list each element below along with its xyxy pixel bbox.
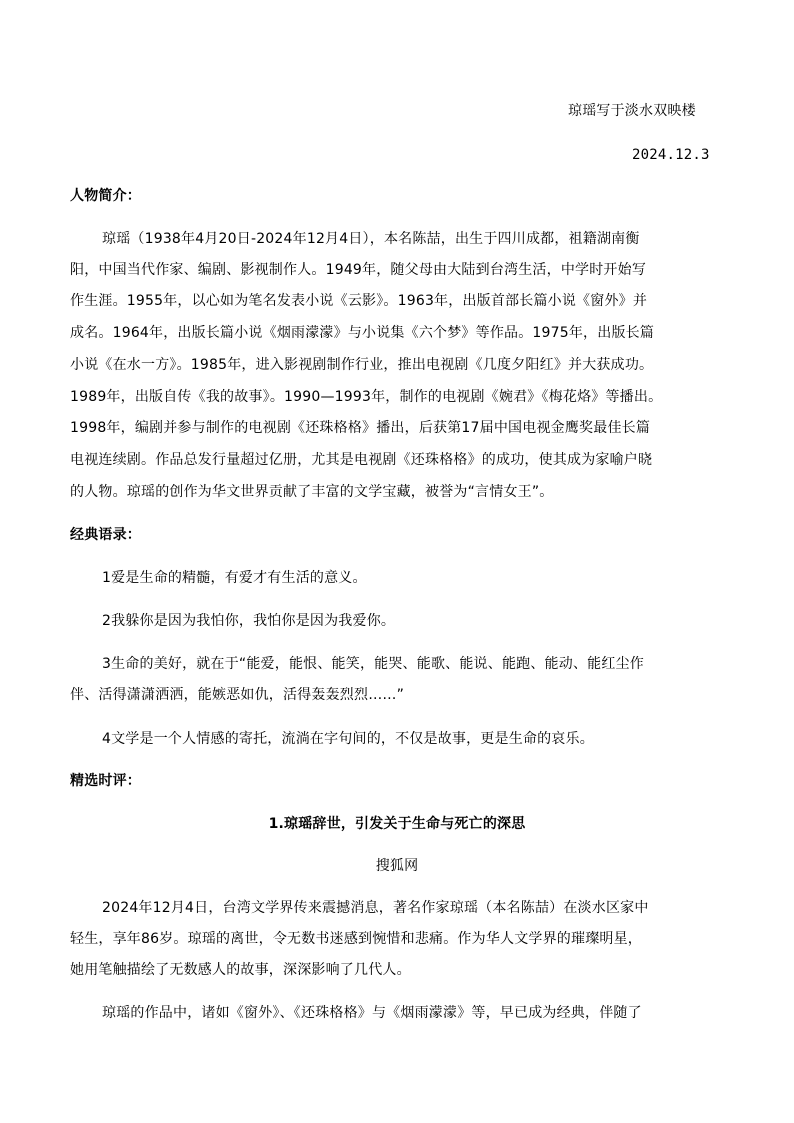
quote-item: 4文学是一个人情感的寄托，流淌在字句间的，不仅是故事，更是生命的哀乐。: [102, 731, 594, 747]
bio-line: 1998年，编剧并参与制作的电视剧《还珠格格》播出，后获第17届中国电视金鹰奖最佳长篇: [70, 420, 651, 436]
bio-line: 电视连续剧。作品总发行量超过亿册，尤其是电视剧《还珠格格》的成功，使其成为家喻户晓: [70, 452, 653, 468]
article-paragraph-line: 琼瑶的作品中，诸如《窗外》、《还珠格格》与《烟雨濛濛》等，早已成为经典，伴随了: [102, 1005, 642, 1021]
quote-item-continuation: 伴、活得潇潇洒洒，能嫉恶如仇，活得轰轰烈烈……”: [70, 687, 405, 703]
quotes-heading: 经典语录：: [70, 527, 141, 543]
signature-place: 琼瑶写于淡水双映楼: [568, 103, 696, 119]
quote-item: 2我躲你是因为我怕你，我怕你是因为我爱你。: [102, 613, 396, 629]
bio-line: 1989年，出版自传《我的故事》。1990—1993年，制作的电视剧《婉君》《梅花烙》等播出。: [70, 389, 663, 405]
article-paragraph-line: 轻生，享年86岁。琼瑶的离世，令无数书迷感到惋惜和悲痛。作为华人文学界的璀璨明星，: [70, 931, 643, 947]
bio-heading: 人物简介：: [70, 188, 141, 204]
article-source: 搜狐网: [375, 858, 419, 874]
bio-line: 小说《在水一方》。1985年，进入影视剧制作行业，推出电视剧《几度夕阳红》并大获成功。: [70, 357, 654, 373]
article-paragraph-line: 她用笔触描绘了无数感人的故事，深深影响了几代人。: [70, 962, 411, 978]
commentary-heading: 精选时评：: [70, 773, 141, 789]
bio-line: 琼瑶（1938年4月20日-2024年12月4日），本名陈喆，出生于四川成都，祖籍湖南衡: [102, 231, 640, 247]
signature-date: 2024.12.3: [632, 147, 710, 163]
article-paragraph-line: 2024年12月4日，台湾文学界传来震撼消息，著名作家琼瑶（本名陈喆）在淡水区家中: [102, 900, 649, 916]
quote-item: 3生命的美好，就在于“能爱，能恨、能笑，能哭、能歌、能说、能跑、能动、能红尘作: [102, 656, 644, 672]
bio-line: 成名。1964年，出版长篇小说《烟雨濛濛》与小说集《六个梦》等作品。1975年，出版长篇: [70, 325, 655, 341]
quote-item: 1爱是生命的精髓，有爱才有生活的意义。: [102, 570, 367, 586]
bio-line: 的人物。琼瑶的创作为华文世界贡献了丰富的文学宝藏，被誉为“言情女王”。: [70, 484, 554, 500]
bio-line: 作生涯。1955年，以心如为笔名发表小说《云影》。1963年，出版首部长篇小说《窗外》并: [70, 293, 648, 309]
article-title: 1.琼瑶辞世，引发关于生命与死亡的深思: [268, 816, 526, 832]
bio-line: 阳，中国当代作家、编剧、影视制作人。1949年，随父母由大陆到台湾生活，中学时开始写: [70, 262, 647, 278]
